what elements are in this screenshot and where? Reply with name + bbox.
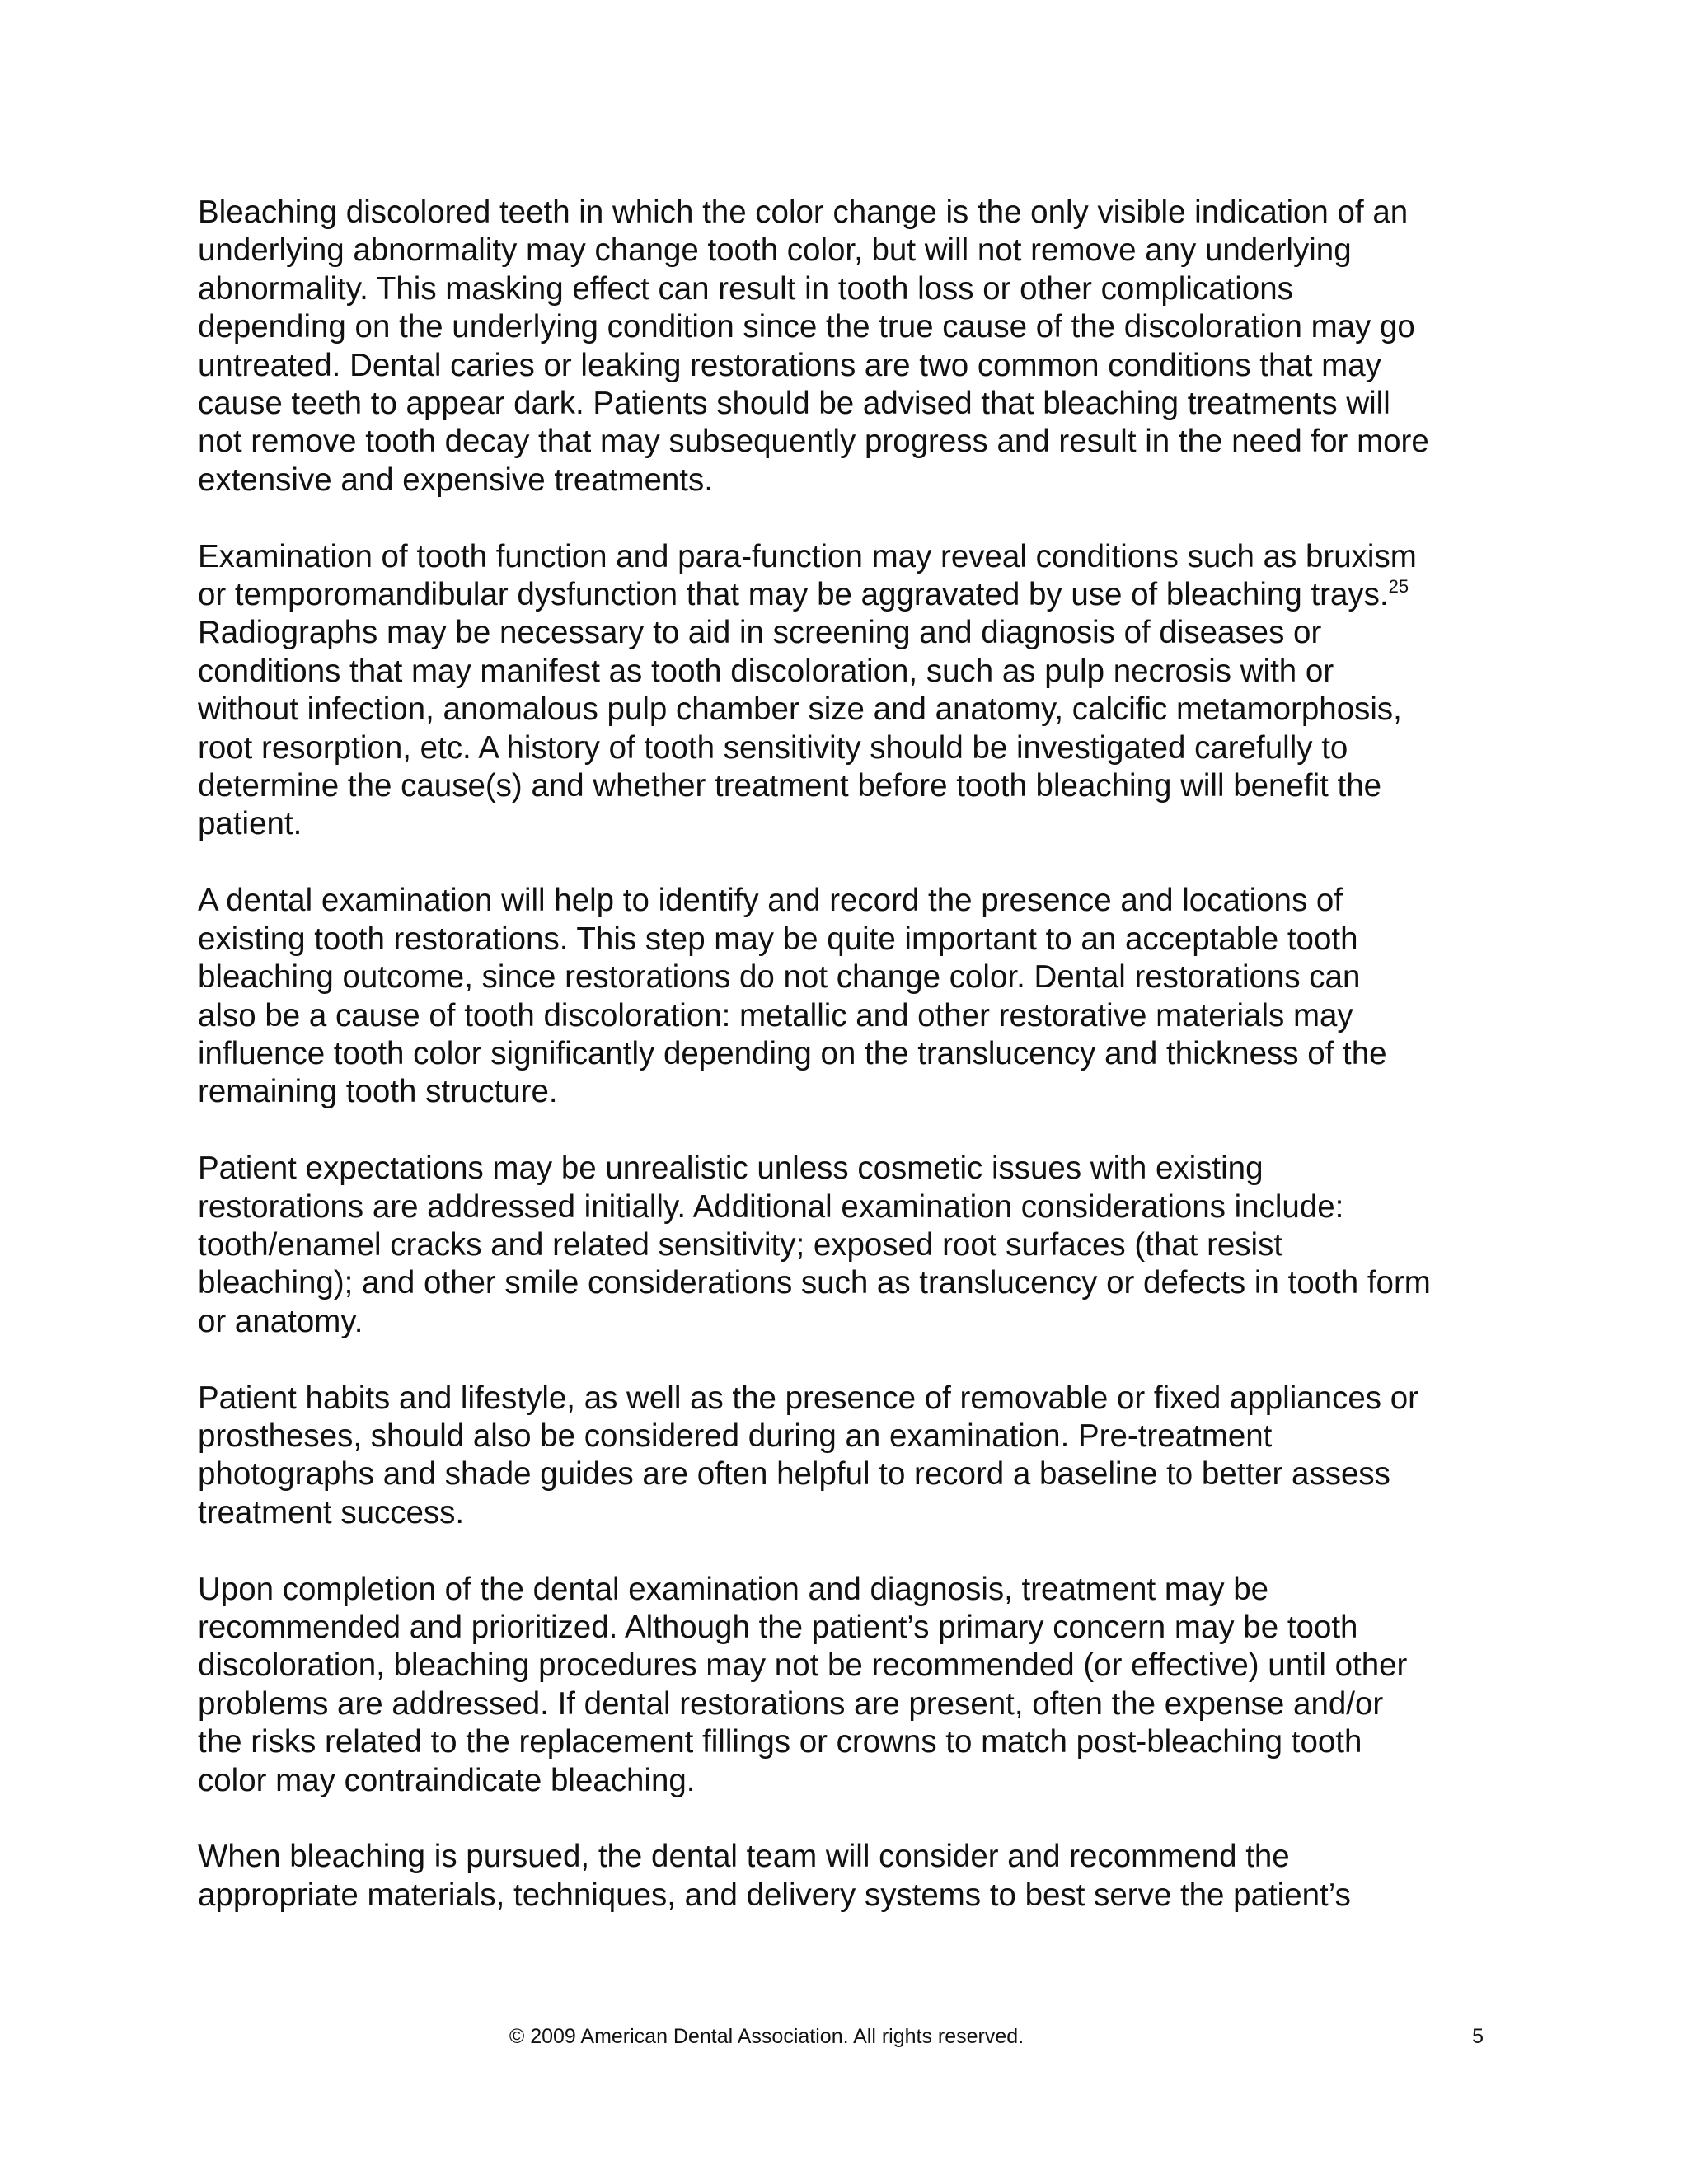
paragraph-bleaching-pursued xyxy=(198,1838,1500,1915)
text-line: When bleaching is pursued, the dental team will consider and recommend the xyxy=(198,1839,1290,1875)
text-line: color may contraindicate bleaching. xyxy=(198,1762,696,1798)
text-line: underlying abnormality may change tooth color, but will not remove any underlying xyxy=(198,232,1352,269)
paragraph-bleaching-masking xyxy=(198,194,1500,499)
body-text xyxy=(198,194,1500,1953)
paragraph-tooth-function xyxy=(198,538,1500,844)
text-line: not remove tooth decay that may subsequently progress and result in the need for more xyxy=(198,424,1429,460)
text-line: root resorption, etc. A history of tooth sensitivity should be investigated carefully to xyxy=(198,729,1348,766)
text-line: untreated. Dental caries or leaking restorations are two common conditions that may xyxy=(198,347,1381,383)
text-line: prostheses, should also be considered during an examination. Pre-treatment xyxy=(198,1418,1273,1454)
paragraph-patient-expectations xyxy=(198,1150,1500,1341)
text-line: patient. xyxy=(198,806,302,842)
text-line: also be a cause of tooth discoloration: metallic and other restorative materials may xyxy=(198,997,1353,1033)
text-line: tooth/enamel cracks and related sensitivity; exposed root surfaces (that resist xyxy=(198,1226,1283,1263)
text-line: Upon completion of the dental examination and diagnosis, treatment may be xyxy=(198,1571,1269,1607)
text-line: photographs and shade guides are often helpful to record a baseline to better assess xyxy=(198,1456,1390,1493)
text-line: the risks related to the replacement fillings or crowns to match post-bleaching tooth xyxy=(198,1724,1362,1760)
text-segment: or temporomandibular dysfunction that may be aggravated by use of bleaching trays. xyxy=(198,577,1389,613)
text-line: Bleaching discolored teeth in which the color change is the only visible indication of an xyxy=(198,194,1409,230)
text-line: treatment success. xyxy=(198,1494,465,1530)
text-line: or anatomy. xyxy=(198,1303,363,1339)
text-line: remaining tooth structure. xyxy=(198,1074,558,1110)
text-line: bleaching); and other smile considerations such as translucency or defects in tooth form xyxy=(198,1265,1431,1301)
text-line: depending on the underlying condition since the true cause of the discoloration may go xyxy=(198,309,1415,345)
text-line: appropriate materials, techniques, and delivery systems to best serve the patient’s xyxy=(198,1877,1351,1913)
text-line: A dental examination will help to identify and record the presence and locations of xyxy=(198,883,1343,919)
text-line: without infection, anomalous pulp chamber size and anatomy, calcific metamorphosis, xyxy=(198,691,1402,728)
paragraph-patient-habits xyxy=(198,1380,1500,1533)
text-line: cause teeth to appear dark. Patients should be advised that bleaching treatments will xyxy=(198,386,1390,422)
text-line: extensive and expensive treatments. xyxy=(198,462,713,498)
text-line: Patient habits and lifestyle, as well as the presence of removable or fixed appliances or xyxy=(198,1380,1418,1416)
page-footer xyxy=(198,2020,1500,2053)
page-number: 5 xyxy=(1472,2025,1484,2048)
paragraph-dental-examination xyxy=(198,882,1500,1111)
copyright-notice: © 2009 American Dental Association. All rights reserved. xyxy=(509,2025,1025,2048)
text-line: recommended and prioritized. Although the patient’s primary concern may be tooth xyxy=(198,1609,1358,1645)
text-line: Patient expectations may be unrealistic unless cosmetic issues with existing xyxy=(198,1151,1264,1187)
text-line: abnormality. This masking effect can result in tooth loss or other complications xyxy=(198,270,1293,307)
text-line: restorations are addressed initially. Additional examination considerations include: xyxy=(198,1188,1344,1225)
text-line: problems are addressed. If dental restorations are present, often the expense and/or xyxy=(198,1685,1384,1722)
text-line: existing tooth restorations. This step may be quite important to an acceptable tooth xyxy=(198,921,1358,957)
text-line-with-citation xyxy=(198,576,1500,614)
text-line: determine the cause(s) and whether treatment before tooth bleaching will benefit the xyxy=(198,768,1382,804)
text-line: influence tooth color significantly depending on the translucency and thickness of the xyxy=(198,1035,1387,1071)
text-line: Radiographs may be necessary to aid in screening and diagnosis of diseases or xyxy=(198,615,1322,651)
text-line: conditions that may manifest as tooth discoloration, such as pulp necrosis with or xyxy=(198,653,1334,689)
citation-superscript: 25 xyxy=(1388,576,1409,598)
paragraph-treatment-recommendation xyxy=(198,1571,1500,1800)
text-line: bleaching outcome, since restorations do not change color. Dental restorations can xyxy=(198,959,1361,996)
text-line: Examination of tooth function and para-function may reveal conditions such as bruxism xyxy=(198,538,1417,574)
text-line: discoloration, bleaching procedures may not be recommended (or effective) until other xyxy=(198,1647,1408,1684)
